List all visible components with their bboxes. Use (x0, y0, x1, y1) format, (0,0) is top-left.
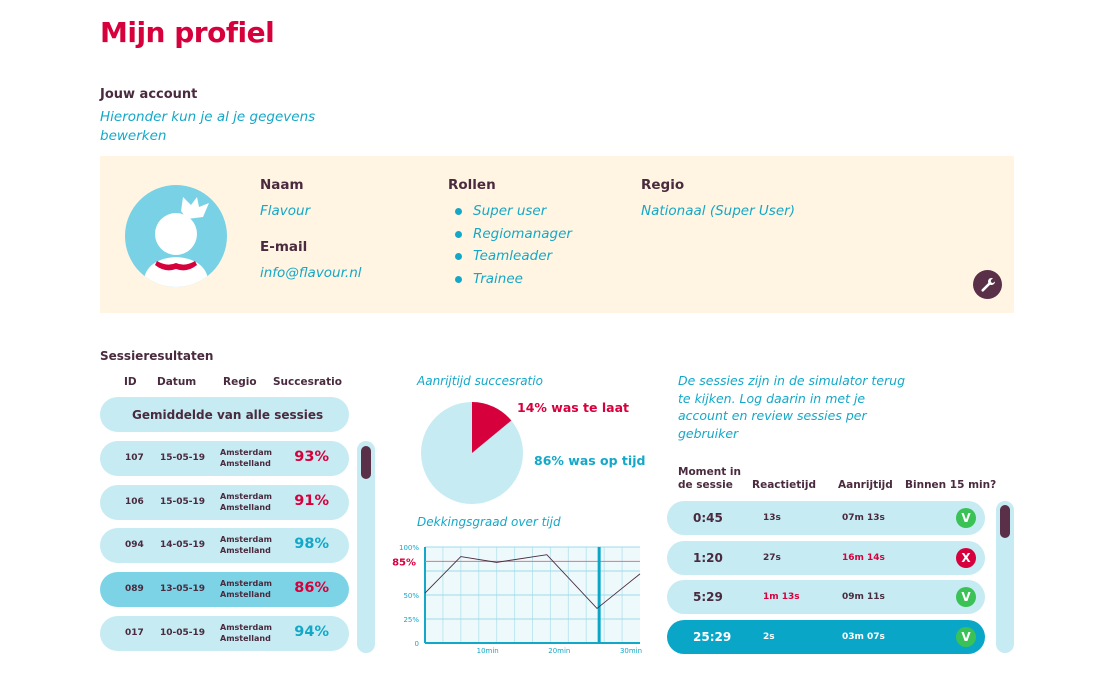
col-within: Binnen 15 min? (905, 479, 997, 491)
col-date: Datum (157, 376, 197, 388)
session-date: 10-05-19 (160, 628, 206, 638)
session-row[interactable] (100, 572, 349, 607)
session-ratio: 93% (294, 449, 329, 465)
name-label: Naam (260, 177, 304, 193)
pie-chart-title: Aanrijtijd succesratio (417, 374, 543, 388)
line-chart-title: Dekkingsgraad over tijd (417, 515, 561, 529)
session-region: Amsterdam Amstelland (220, 535, 272, 555)
x-tick-label: 10min (476, 647, 499, 655)
moments-scrollbar-thumb[interactable] (1000, 505, 1010, 538)
account-subtitle: Hieronder kun je al je gegevens bewerken (100, 109, 316, 144)
x-tick-label: 20min (548, 647, 571, 655)
col-region: Regio (223, 376, 257, 388)
session-date: 13-05-19 (160, 584, 206, 594)
moment-time: 0:45 (693, 511, 723, 525)
email-label: E-mail (260, 239, 308, 255)
session-ratio: 91% (294, 493, 329, 509)
moment-row[interactable] (667, 580, 985, 614)
arrival-time: 16m 14s (842, 553, 885, 563)
average-label: Gemiddelde van alle sessies (132, 407, 324, 422)
y-tick-label: 25% (403, 616, 419, 624)
arrival-time: 07m 13s (842, 513, 885, 523)
target-label: 85% (392, 557, 416, 569)
sessions-scrollbar[interactable] (357, 441, 375, 653)
cross-icon: X (956, 548, 976, 568)
name-value: Flavour (260, 203, 311, 219)
session-region: Amsterdam Amstelland (220, 492, 272, 512)
session-id: 094 (125, 540, 144, 550)
role-item: Teamleader (449, 245, 572, 268)
role-item: Trainee (449, 268, 572, 291)
reaction-time: 13s (763, 513, 781, 523)
wrench-icon (980, 277, 996, 293)
session-id: 089 (125, 584, 144, 594)
col-reaction: Reactietijd (752, 479, 816, 491)
check-icon: V (956, 508, 976, 528)
arrival-time: 03m 07s (842, 632, 885, 642)
session-ratio: 98% (294, 536, 329, 552)
region-value: Nationaal (Super User) (641, 203, 795, 219)
average-all-sessions-row[interactable] (100, 397, 349, 432)
roles-list (449, 200, 572, 291)
role-item: Regiomanager (449, 223, 572, 246)
role-item: Super user (449, 200, 572, 223)
session-region: Amsterdam Amstelland (220, 579, 272, 599)
y-tick-label: 0 (414, 640, 419, 648)
session-ratio: 86% (294, 580, 329, 596)
session-row[interactable] (100, 441, 349, 476)
arrival-success-pie-chart (414, 400, 530, 506)
y-tick-label: 50% (403, 592, 419, 600)
pie-label-late: 14% was te laat (517, 400, 629, 415)
session-id: 107 (125, 453, 144, 463)
moments-scrollbar[interactable] (996, 501, 1014, 653)
avatar[interactable] (125, 185, 227, 287)
edit-profile-button[interactable] (973, 270, 1002, 299)
session-date: 15-05-19 (160, 453, 206, 463)
arrival-time: 09m 11s (842, 592, 885, 602)
session-date: 15-05-19 (160, 497, 206, 507)
session-region: Amsterdam Amstelland (220, 448, 272, 468)
roles-label: Rollen (448, 177, 496, 193)
session-date: 14-05-19 (160, 540, 206, 550)
sessions-heading: Sessieresultaten (100, 349, 214, 363)
pie-label-on-time: 86% was op tijd (534, 453, 646, 468)
email-value: info@flavour.nl (260, 265, 362, 281)
y-tick-label: 100% (398, 544, 419, 552)
col-arrival: Aanrijtijd (838, 479, 893, 491)
simulator-info-text: De sessies zijn in de simulator terug te kijken. Log daarin in met je account en review sessies per gebruiker (678, 373, 906, 441)
x-tick-label: 30min (619, 647, 642, 655)
session-row[interactable] (100, 616, 349, 651)
col-moment: Moment in de sessie (678, 466, 741, 491)
page-title: Mijn profiel (100, 16, 275, 49)
profile-card (100, 156, 1014, 313)
check-icon: V (956, 627, 976, 647)
session-ratio: 94% (294, 624, 329, 640)
session-region: Amsterdam Amstelland (220, 623, 272, 643)
session-row[interactable] (100, 528, 349, 563)
session-id: 017 (125, 628, 144, 638)
account-heading: Jouw account (100, 87, 198, 102)
moment-row[interactable] (667, 620, 985, 654)
reaction-time: 1m 13s (763, 592, 800, 602)
avatar-icon (125, 185, 227, 287)
moment-time: 1:20 (693, 551, 723, 565)
session-id: 106 (125, 497, 144, 507)
coverage-line-chart (388, 538, 642, 656)
check-icon: V (956, 587, 976, 607)
moment-time: 5:29 (693, 590, 723, 604)
reaction-time: 27s (763, 553, 781, 563)
region-label: Regio (641, 177, 685, 193)
col-ratio: Succesratio (273, 376, 342, 388)
moment-row[interactable] (667, 501, 985, 535)
sessions-scrollbar-thumb[interactable] (361, 446, 371, 479)
moment-row[interactable] (667, 541, 985, 575)
col-id: ID (124, 376, 137, 388)
moment-time: 25:29 (693, 630, 732, 644)
session-row[interactable] (100, 485, 349, 520)
reaction-time: 2s (763, 632, 775, 642)
